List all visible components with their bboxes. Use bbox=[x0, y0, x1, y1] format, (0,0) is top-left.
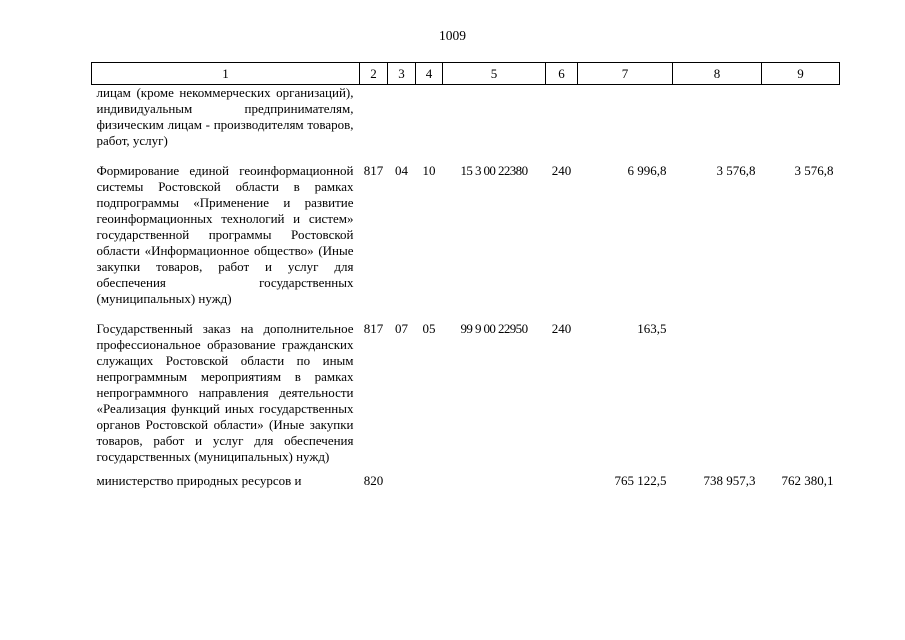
row-sum-1 bbox=[578, 85, 673, 150]
table-row bbox=[92, 307, 840, 465]
header-row bbox=[92, 63, 840, 85]
row-gr-code: 817 bbox=[363, 163, 384, 178]
row-csr-code bbox=[443, 465, 546, 489]
row-name: лицам (кроме некоммерческих организаций), индивидуальным предпринимателям, физическим лицам - производителям товаров, работ, услуг) bbox=[96, 85, 354, 148]
row-rz-code: 04 bbox=[395, 163, 408, 178]
row-name: Формирование единой геоинформационной системы Ростовской области в рамках подпрограммы «Применение и развитие геоинформационных технологий и систем» государственной программы Ростовской области «Информационное общество» (Иные закупки товаров, работ и услуг для обеспечения государственных (муниципальных) нужд) bbox=[96, 163, 354, 306]
row-vr-code: 240 bbox=[551, 163, 572, 178]
table-header bbox=[92, 63, 840, 85]
column-number-8: 8 bbox=[673, 63, 762, 85]
row-vr-code bbox=[546, 465, 578, 489]
row-sum-2 bbox=[673, 85, 762, 150]
budget-table bbox=[91, 62, 840, 489]
column-number-3: 3 bbox=[388, 63, 416, 85]
row-sum-1: 163,5 bbox=[637, 321, 667, 336]
row-sum-1: 6 996,8 bbox=[627, 163, 667, 178]
row-sum-2 bbox=[673, 307, 762, 465]
row-sum-3 bbox=[762, 85, 840, 150]
row-gr-code: 817 bbox=[363, 321, 384, 336]
row-name: Государственный заказ на дополнительное профессиональное образование гражданских служащих Ростовской области по иным непрограммным мероприятиям в рамках непрограммного направления деятельности «Реализация функций иных государственных органов Ростовской области» (Иные закупки товаров, работ и услуг для обеспечения государственных (муниципальных) нужд) bbox=[96, 321, 354, 464]
table-row bbox=[92, 465, 840, 489]
table-row bbox=[92, 85, 840, 150]
row-vr-code: 240 bbox=[551, 321, 572, 336]
row-vr-code bbox=[546, 85, 578, 150]
column-number-4: 4 bbox=[416, 63, 443, 85]
column-number-2: 2 bbox=[360, 63, 388, 85]
row-gr-code bbox=[360, 85, 388, 150]
row-rz-code: 07 bbox=[395, 321, 408, 336]
row-sum-1: 765 122,5 bbox=[614, 473, 667, 488]
column-number-9: 9 bbox=[762, 63, 840, 85]
row-sum-2: 3 576,8 bbox=[716, 163, 756, 178]
column-number-7: 7 bbox=[578, 63, 673, 85]
row-name: министерство природных ресурсов и bbox=[96, 473, 302, 488]
row-pr-code bbox=[416, 85, 443, 150]
column-number-6: 6 bbox=[546, 63, 578, 85]
row-sum-3: 762 380,1 bbox=[781, 473, 834, 488]
row-sum-3: 3 576,8 bbox=[794, 163, 834, 178]
row-rz-code bbox=[388, 85, 416, 150]
column-number-5: 5 bbox=[443, 63, 546, 85]
column-number-1: 1 bbox=[92, 63, 360, 85]
row-csr-code bbox=[443, 85, 546, 150]
table-row bbox=[92, 149, 840, 307]
row-sum-3 bbox=[762, 307, 840, 465]
table-body bbox=[92, 85, 840, 490]
row-rz-code bbox=[388, 465, 416, 489]
row-gr-code: 820 bbox=[363, 473, 384, 488]
row-pr-code: 05 bbox=[422, 321, 436, 336]
row-csr-code: 99 9 00 22950 bbox=[460, 321, 528, 336]
page-number: 1009 bbox=[439, 28, 466, 43]
row-pr-code: 10 bbox=[422, 163, 436, 178]
row-pr-code bbox=[416, 465, 443, 489]
row-sum-2: 738 957,3 bbox=[703, 473, 756, 488]
row-csr-code: 15 3 00 22380 bbox=[460, 163, 528, 178]
